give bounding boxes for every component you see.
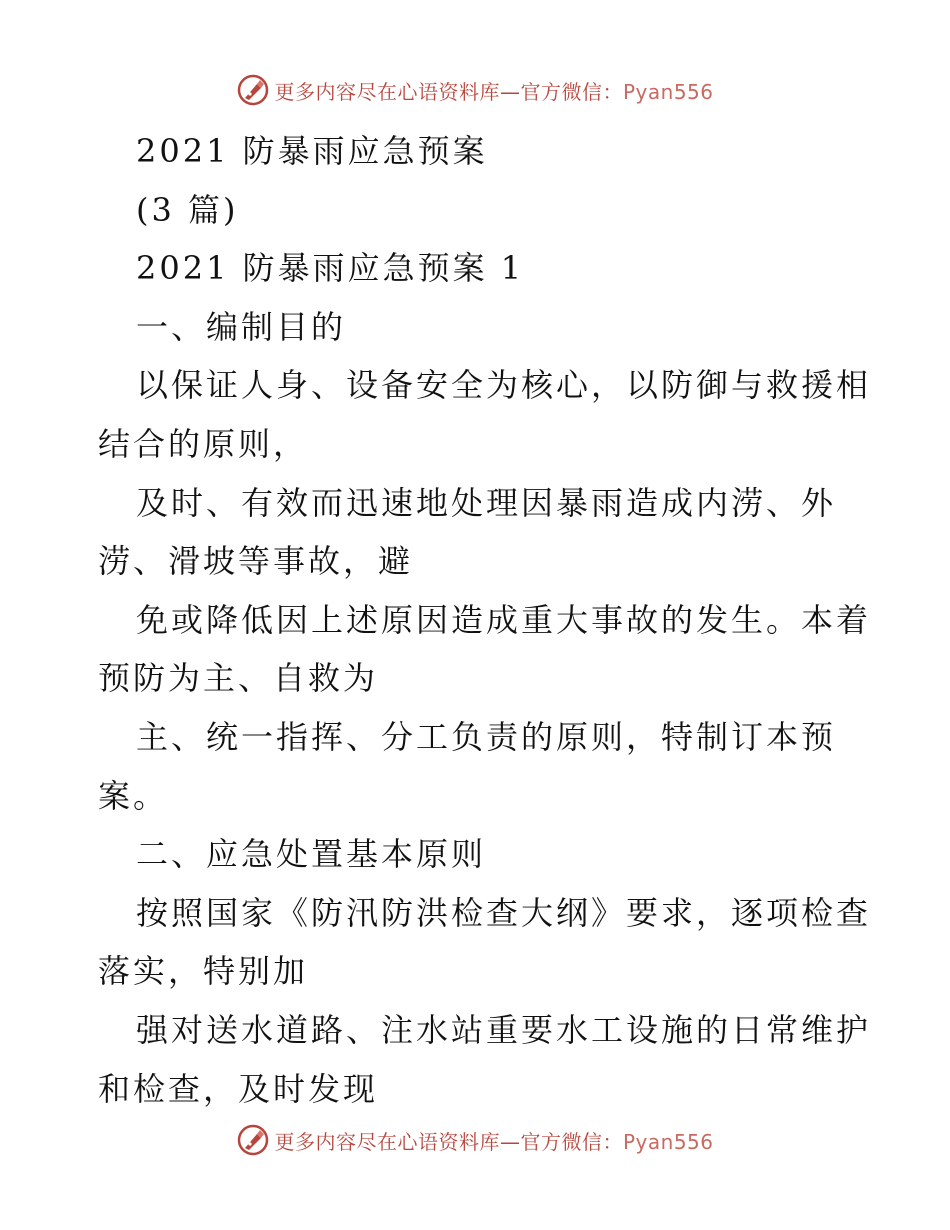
text-line: 一、编制目的 — [136, 307, 347, 346]
pen-logo-icon — [236, 73, 270, 107]
text-line: 以保证人身、设备安全为核心，以防御与救援相 — [136, 366, 872, 405]
text-line: 预防为主、自救为 — [98, 659, 379, 698]
watermark-text: 更多内容尽在心语资料库—官方微信：Pyan556 — [274, 1129, 714, 1154]
text-line: 和检查，及时发现 — [98, 1069, 379, 1108]
watermark-text: 更多内容尽在心语资料库—官方微信：Pyan556 — [274, 79, 714, 104]
document-body — [98, 122, 872, 1118]
text-line: 二、应急处置基本原则 — [136, 835, 487, 874]
text-line: 按照国家《防汛防洪检查大纲》要求，逐项检查 — [136, 893, 872, 932]
text-line: 免或降低因上述原因造成重大事故的发生。本着 — [136, 600, 872, 639]
text-line: 结合的原则， — [98, 424, 309, 463]
watermark-footer — [0, 1120, 950, 1160]
text-line: 涝、滑坡等事故，避 — [98, 542, 414, 581]
text-line: 及时、有效而迅速地处理因暴雨造成内涝、外 — [136, 483, 837, 522]
watermark-header — [0, 70, 950, 110]
text-line: 案。 — [98, 776, 169, 815]
text-line: 2021 防暴雨应急预案 1 — [136, 249, 525, 288]
text-line: 2021 防暴雨应急预案 — [136, 132, 488, 170]
text-line: 主、统一指挥、分工负责的原则，特制订本预 — [136, 717, 837, 756]
text-line: 强对送水道路、注水站重要水工设施的日常维护 — [136, 1010, 872, 1049]
text-line: 落实，特别加 — [98, 952, 309, 991]
pen-logo-icon — [236, 1123, 270, 1157]
text-line: (3 篇) — [136, 190, 239, 229]
